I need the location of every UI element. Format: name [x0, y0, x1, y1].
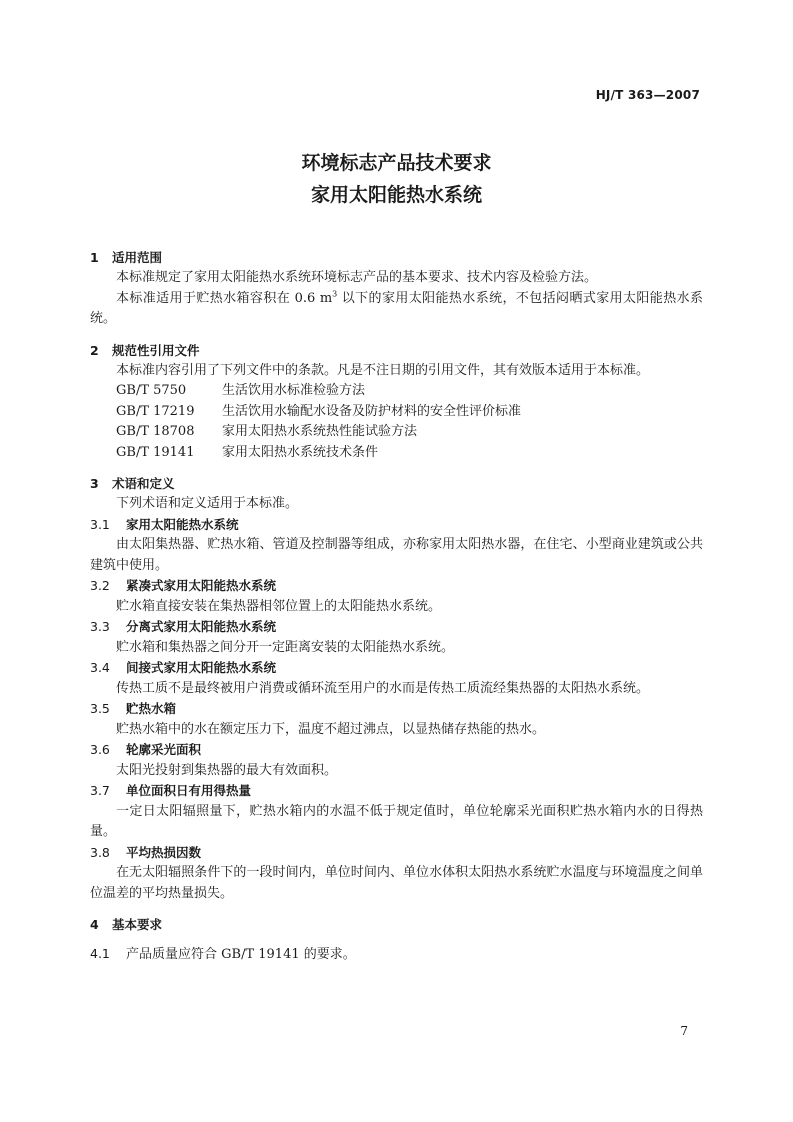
page-number: 7 [680, 1024, 688, 1038]
paragraph-text: 本标准适用于贮热水箱容积在 0.6 m [116, 290, 333, 306]
term-title: 平均热损因数 [126, 844, 202, 860]
term-heading [90, 699, 703, 720]
section-1-paragraph-1: 本标准规定了家用太阳能热水系统环境标志产品的基本要求、技术内容及检验方法。 [116, 270, 598, 285]
term-definition: 一定日太阳辐照量下，贮热水箱内的水温不低于规定值时，单位轮廓采光面积贮热水箱内水的日得热量。 [90, 803, 703, 839]
term-heading [90, 740, 703, 761]
term-number: 3.4 [90, 660, 110, 675]
reference-title: 生活饮用水标准检验方法 [222, 383, 366, 398]
term-definition: 传热工质不是最终被用户消费或循环流至用户的水而是传热工质流经集热器的太阳热水系统。 [116, 680, 650, 696]
term-definition: 贮热水箱中的水在额定压力下，温度不超过沸点，以显热储存热能的热水。 [116, 721, 546, 737]
document-code: HJ/T 363—2007 [595, 88, 700, 102]
term-title: 紧凑式家用太阳能热水系统 [126, 578, 277, 593]
section-2-heading [90, 341, 703, 361]
term-definition: 太阳光投射到集热器的最大有效面积。 [116, 762, 338, 778]
term-title: 家用太阳能热水系统 [126, 516, 239, 532]
reference-row [90, 443, 703, 464]
term-definition: 贮水箱和集热器之间分开一定距离安装的太阳能热水系统。 [116, 639, 455, 655]
reference-code: GB/T 19141 [116, 444, 195, 460]
section-title: 规范性引用文件 [112, 342, 200, 358]
term-title: 贮热水箱 [126, 701, 177, 716]
reference-title: 生活饮用水输配水设备及防护材料的安全性评价标准 [222, 403, 522, 419]
term-number: 3.6 [90, 742, 110, 757]
reference-row [90, 422, 703, 443]
term-number: 3.5 [90, 701, 110, 716]
reference-row [90, 402, 703, 423]
clause-number: 4.1 [90, 946, 110, 961]
superscript: 3 [332, 289, 338, 299]
term-title: 间接式家用太阳能热水系统 [126, 660, 277, 675]
section-4-heading [90, 915, 703, 935]
term-number: 3.1 [90, 516, 110, 532]
term-definition: 贮水箱直接安装在集热器相邻位置上的太阳能热水系统。 [116, 598, 442, 614]
section-3-paragraph: 下列术语和定义适用于本标准。 [116, 496, 299, 511]
section-title: 术语和定义 [112, 476, 175, 491]
term-heading [90, 576, 703, 597]
document-title-line1: 环境标志产品技术要求 [301, 152, 492, 174]
paragraph-text: 以下的家用太阳能热水系统，不包括闷晒式家用太阳能热水系统。 [90, 290, 703, 326]
clause-4-1 [90, 944, 703, 966]
reference-row [90, 381, 703, 402]
term-heading [90, 781, 703, 802]
section-1-heading [90, 248, 703, 268]
document-title-line2: 家用太阳能热水系统 [310, 184, 482, 206]
section-number: 1 [90, 250, 99, 265]
clause-text: 产品质量应符合 GB/T 19141 的要求。 [126, 947, 356, 962]
term-heading [90, 617, 703, 638]
reference-title: 家用太阳热水系统技术条件 [222, 444, 379, 460]
term-definition: 在无太阳辐照条件下的一段时间内，单位时间内、单位水体积太阳热水系统贮水温度与环境温度之间单位温差的平均热量损失。 [90, 865, 703, 901]
term-heading [90, 658, 703, 679]
section-title: 适用范围 [112, 250, 163, 265]
section-number: 2 [90, 342, 99, 358]
section-2-paragraph: 本标准内容引用了下列文件中的条款。凡是不注日期的引用文件，其有效版本适用于本标准。 [116, 362, 650, 378]
section-number: 3 [90, 476, 99, 491]
reference-code: GB/T 5750 [116, 383, 187, 398]
section-1-paragraph-2 [90, 289, 703, 330]
reference-code: GB/T 18708 [116, 424, 195, 439]
term-number: 3.8 [90, 844, 110, 860]
term-title: 分离式家用太阳能热水系统 [126, 619, 277, 634]
reference-title: 家用太阳热水系统热性能试验方法 [222, 424, 418, 439]
section-number: 4 [90, 917, 99, 932]
document-body [90, 248, 703, 966]
term-number: 3.3 [90, 619, 110, 634]
term-definition: 由太阳集热器、贮热水箱、管道及控制器等组成，亦称家用太阳热水器，在住宅、小型商业建筑或公共建筑中使用。 [90, 537, 703, 573]
term-number: 3.7 [90, 783, 110, 798]
reference-code: GB/T 17219 [116, 403, 195, 419]
section-title: 基本要求 [112, 917, 163, 932]
term-heading [90, 515, 703, 536]
term-number: 3.2 [90, 578, 110, 593]
section-3-heading [90, 474, 703, 494]
term-heading [90, 843, 703, 864]
term-title: 轮廓采光面积 [126, 742, 202, 757]
term-title: 单位面积日有用得热量 [126, 783, 252, 798]
